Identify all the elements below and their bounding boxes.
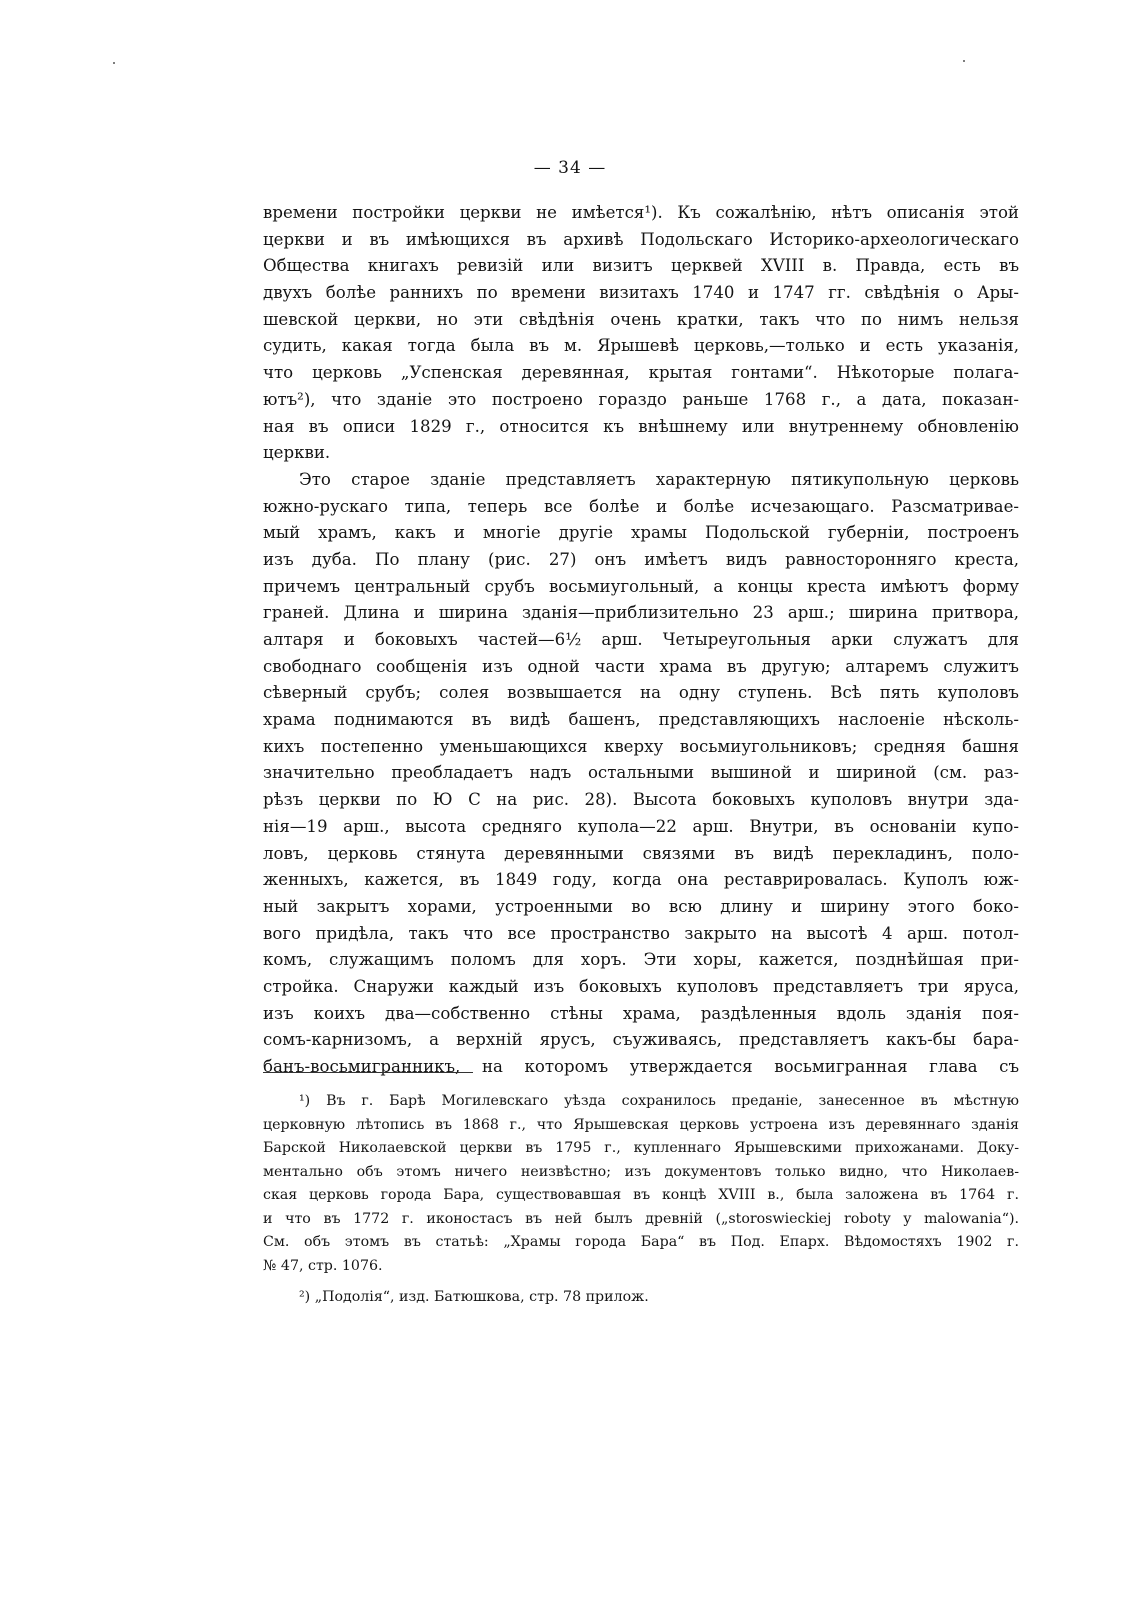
text-line: комъ, служащимъ поломъ для хоръ. Эти хоры, кажется, позднѣйшая при- [263,950,1019,970]
footnote-line: и что въ 1772 г. иконостасъ въ ней былъ древній („storoswieckiej roboty y malowania“). [263,1210,1019,1227]
text-line: изъ коихъ два—собственно стѣны храма, раздѣленныя вдоль зданія поя- [263,1003,1019,1023]
text-line: кихъ постепенно уменьшающихся кверху восьмиугольниковъ; средняя башня [263,736,1019,756]
paragraph-2 [263,467,1019,1081]
text-line: алтаря и боковыхъ частей—6½ арш. Четыреугольныя арки служатъ для [263,630,1019,649]
footnote-line: № 47, стр. 1076. [263,1257,383,1274]
text-line: судить, какая тогда была въ м. Ярышевѣ церковь,—только и есть указанія, [263,336,1019,356]
text-line: значительно преобладаетъ надъ остальными вышиной и шириной (см. раз- [263,763,1019,783]
footnote-separator [263,1072,473,1073]
text-line: нія—19 арш., высота средняго купола—22 арш. Внутри, въ основаніи купо- [263,816,1019,836]
scan-speck [113,62,115,64]
text-line: изъ дуба. По плану (рис. 27) онъ имѣетъ видъ равносторонняго креста, [263,549,1019,569]
footnote-line: ментально объ этомъ ничего неизвѣстно; изъ документовъ только видно, что Николаев- [263,1163,1019,1180]
text-line: ютъ²), что зданіе это построено гораздо раньше 1768 г., а дата, показан- [263,389,1019,409]
footnote-line: См. объ этомъ въ статьѣ: „Храмы города Бара“ въ Под. Епарх. Вѣдомостяхъ 1902 г. [263,1234,1019,1250]
text-line: Это старое зданіе представляетъ характерную пятикупольную церковь [299,469,1019,489]
footnote-line: Барской Николаевской церкви въ 1795 г., купленнаго Ярышевскими прихожанами. Доку- [263,1140,1019,1156]
text-line: что церковь „Успенская деревянная, крытая гонтами“. Нѣкоторые полага- [263,363,1019,383]
text-line: рѣзъ церкви по Ю С на рис. 28). Высота боковыхъ куполовъ внутри зда- [263,790,1019,810]
text-line: причемъ центральный срубъ восьмиугольный, а концы креста имѣютъ форму [263,576,1019,596]
text-line: сомъ-карнизомъ, а верхній ярусъ, съуживаясь, представляетъ какъ-бы бара- [263,1030,1019,1050]
text-line: церкви и въ имѣющихся въ архивѣ Подольскаго Историко-археологическаго [263,229,1019,249]
footnote-line: ¹) Въ г. Барѣ Могилевскаго уѣзда сохранилось преданіе, занесенное въ мѣстную [299,1093,1019,1109]
text-line: шевской церкви, но эти свѣдѣнія очень кратки, такъ что по нимъ нельзя [263,309,1019,329]
footnote-1 [263,1090,1019,1278]
text-line: сѣверный срубъ; солея возвышается на одну ступень. Всѣ пять куполовъ [263,683,1019,703]
footnote-line: ская церковь города Бара, существовавшая въ концѣ XVIII в., была заложена въ 1764 г. [263,1187,1019,1203]
paragraph-1 [263,200,1019,467]
text-line: ный закрытъ хорами, устроенными во всю длину и ширину этого боко- [263,896,1019,916]
text-line: стройка. Снаружи каждый изъ боковыхъ куполовъ представляетъ три яруса, [263,976,1019,996]
scan-speck [963,60,965,62]
text-line: южно-рускаго типа, теперь все болѣе и болѣе исчезающаго. Разсматривае- [263,496,1019,516]
text-line: церкви. [263,443,331,463]
text-line: женныхъ, кажется, въ 1849 году, когда она реставрировалась. Куполъ юж- [263,870,1019,890]
text-line: граней. Длина и ширина зданія—приблизительно 23 арш.; ширина притвора, [263,603,1019,623]
text-line: свободнаго сообщенія изъ одной части храма въ другую; алтаремъ служитъ [263,656,1019,676]
footnotes [263,1090,1019,1310]
page-number: — 34 — [533,158,607,178]
text-line: времени постройки церкви не имѣется¹). Къ сожалѣнію, нѣтъ описанія этой [263,203,1019,222]
text-line: мый храмъ, какъ и многіе другіе храмы Подольской губерніи, построенъ [263,523,1019,543]
text-line: банъ-восьмигранникъ, на которомъ утверждается восьмигранная глава съ [263,1057,1019,1076]
footnote-line: ²) „Подолія“, изд. Батюшкова, стр. 78 прилож. [299,1289,649,1305]
text-line: Общества книгахъ ревизій или визитъ церквей XVIII в. Правда, есть въ [263,256,1019,276]
text-line: ная въ описи 1829 г., относится къ внѣшнему или внутреннему обновленію [263,416,1019,436]
text-line: вого придѣла, такъ что все пространство закрыто на высотѣ 4 арш. потол- [263,923,1019,943]
footnote-line: церковную лѣтопись въ 1868 г., что Ярышевская церковь устроена изъ деревяннаго зданія [263,1116,1019,1133]
body-text [263,200,1019,1081]
footnote-2 [263,1286,1019,1310]
text-line: ловъ, церковь стянута деревянными связями въ видѣ перекладинъ, поло- [263,843,1019,863]
text-line: двухъ болѣе раннихъ по времени визитахъ 1740 и 1747 гг. свѣдѣнія о Ары- [263,283,1019,303]
text-line: храма поднимаются въ видѣ башенъ, представляющихъ наслоеніе нѣсколь- [263,710,1019,730]
